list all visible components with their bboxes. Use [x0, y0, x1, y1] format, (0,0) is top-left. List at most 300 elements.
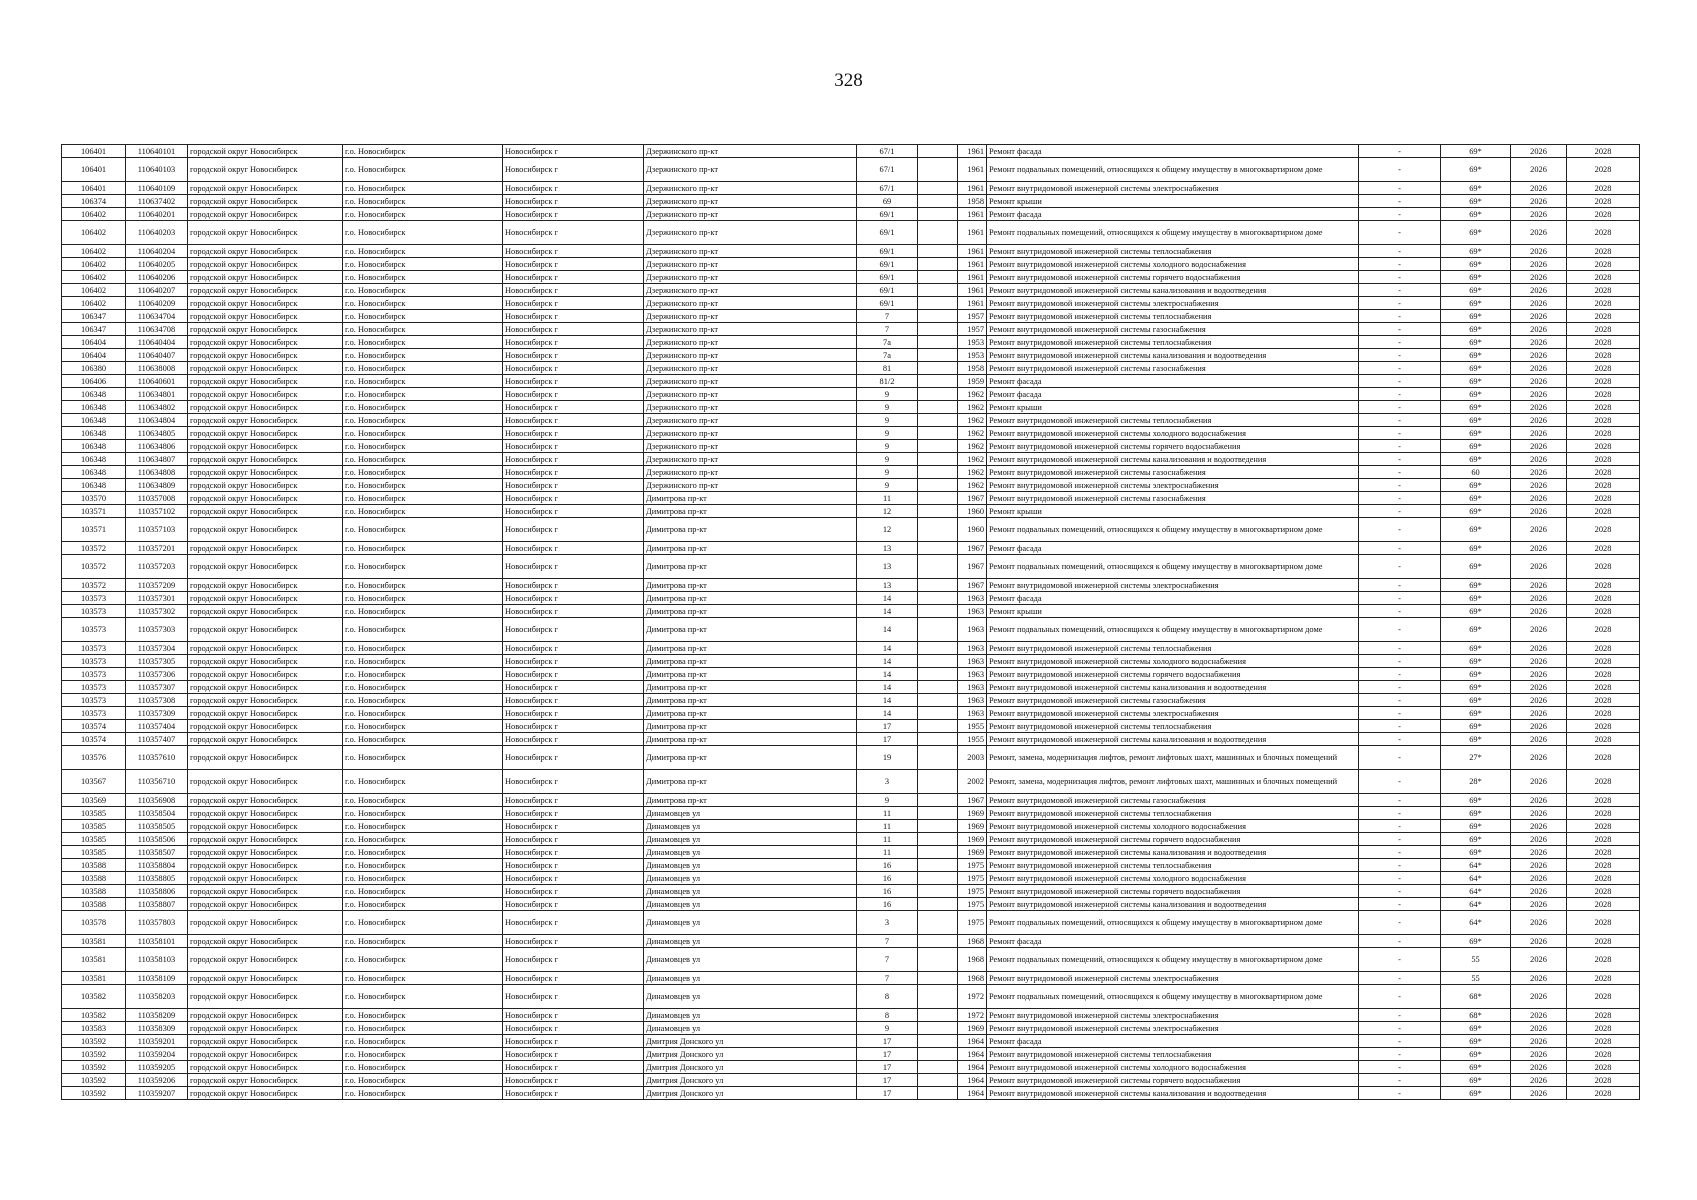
table-row [62, 1022, 1640, 1035]
work-id: 110640209 [126, 297, 188, 310]
building-number-cell: 13 [857, 555, 918, 579]
work-id: 110357404 [126, 720, 188, 733]
building-number-cell: 11 [857, 846, 918, 859]
building-extra-cell [918, 271, 958, 284]
city-cell: Новосибирск г [503, 820, 644, 833]
work-type-cell: Ремонт внутридомовой инженерной системы горячего водоснабжения [987, 271, 1359, 284]
dash-cell: - [1359, 245, 1441, 258]
house-id: 103572 [62, 579, 126, 592]
municipality-cell: городской округ Новосибирск [188, 694, 343, 707]
street-cell: Динамовцев ул [644, 911, 857, 935]
house-id: 106348 [62, 479, 126, 492]
table-row [62, 505, 1640, 518]
district-cell: г.о. Новосибирск [343, 972, 503, 985]
municipality-cell: городской округ Новосибирск [188, 1022, 343, 1035]
district-cell: г.о. Новосибирск [343, 1061, 503, 1074]
building-number-cell: 16 [857, 885, 918, 898]
municipality-cell: городской округ Новосибирск [188, 349, 343, 362]
work-type-cell: Ремонт внутридомовой инженерной системы электроснабжения [987, 1009, 1359, 1022]
dash-cell: - [1359, 1048, 1441, 1061]
city-cell: Новосибирск г [503, 518, 644, 542]
house-id: 103578 [62, 911, 126, 935]
city-cell: Новосибирск г [503, 972, 644, 985]
dash-cell: - [1359, 681, 1441, 694]
city-cell: Новосибирск г [503, 221, 644, 245]
building-number-cell: 69/1 [857, 297, 918, 310]
district-cell: г.о. Новосибирск [343, 911, 503, 935]
end-year-cell: 2028 [1567, 1074, 1640, 1087]
work-type-cell: Ремонт внутридомовой инженерной системы канализования и водоотведения [987, 681, 1359, 694]
table-row [62, 349, 1640, 362]
building-number-cell: 13 [857, 542, 918, 555]
table-row [62, 605, 1640, 618]
start-year-cell: 2026 [1511, 221, 1567, 245]
wear-percent-cell: 69* [1441, 642, 1511, 655]
municipality-cell: городской округ Новосибирск [188, 807, 343, 820]
house-id: 103582 [62, 985, 126, 1009]
work-id: 110640203 [126, 221, 188, 245]
district-cell: г.о. Новосибирск [343, 985, 503, 1009]
wear-percent-cell: 69* [1441, 221, 1511, 245]
dash-cell: - [1359, 694, 1441, 707]
building-number-cell: 8 [857, 1009, 918, 1022]
year-cell: 1962 [958, 414, 987, 427]
year-cell: 1969 [958, 846, 987, 859]
work-id: 110634805 [126, 427, 188, 440]
municipality-cell: городской округ Новосибирск [188, 618, 343, 642]
work-type-cell: Ремонт подвальных помещений, относящихся к общему имуществу в многоквартирном доме [987, 948, 1359, 972]
year-cell: 1962 [958, 440, 987, 453]
wear-percent-cell: 69* [1441, 846, 1511, 859]
end-year-cell: 2028 [1567, 694, 1640, 707]
end-year-cell: 2028 [1567, 655, 1640, 668]
dash-cell: - [1359, 401, 1441, 414]
street-cell: Димитрова пр-кт [644, 579, 857, 592]
district-cell: г.о. Новосибирск [343, 1035, 503, 1048]
year-cell: 1962 [958, 479, 987, 492]
district-cell: г.о. Новосибирск [343, 195, 503, 208]
start-year-cell: 2026 [1511, 542, 1567, 555]
district-cell: г.о. Новосибирск [343, 258, 503, 271]
table-row [62, 1048, 1640, 1061]
end-year-cell: 2028 [1567, 323, 1640, 336]
year-cell: 1963 [958, 707, 987, 720]
work-id: 110638008 [126, 362, 188, 375]
end-year-cell: 2028 [1567, 158, 1640, 182]
wear-percent-cell: 69* [1441, 492, 1511, 505]
work-id: 110358807 [126, 898, 188, 911]
work-id: 110358109 [126, 972, 188, 985]
building-extra-cell [918, 770, 958, 794]
district-cell: г.о. Новосибирск [343, 310, 503, 323]
building-number-cell: 69 [857, 195, 918, 208]
year-cell: 1953 [958, 336, 987, 349]
dash-cell: - [1359, 707, 1441, 720]
municipality-cell: городской округ Новосибирск [188, 833, 343, 846]
start-year-cell: 2026 [1511, 618, 1567, 642]
house-id: 103573 [62, 694, 126, 707]
house-id: 106374 [62, 195, 126, 208]
start-year-cell: 2026 [1511, 694, 1567, 707]
building-number-cell: 12 [857, 505, 918, 518]
city-cell: Новосибирск г [503, 349, 644, 362]
table-row [62, 323, 1640, 336]
building-number-cell: 69/1 [857, 221, 918, 245]
work-type-cell: Ремонт фасада [987, 592, 1359, 605]
table-row [62, 362, 1640, 375]
city-cell: Новосибирск г [503, 158, 644, 182]
municipality-cell: городской округ Новосибирск [188, 492, 343, 505]
building-extra-cell [918, 935, 958, 948]
municipality-cell: городской округ Новосибирск [188, 542, 343, 555]
municipality-cell: городской округ Новосибирск [188, 820, 343, 833]
house-id: 106348 [62, 466, 126, 479]
house-id: 103588 [62, 898, 126, 911]
start-year-cell: 2026 [1511, 323, 1567, 336]
street-cell: Динамовцев ул [644, 820, 857, 833]
work-id: 110357102 [126, 505, 188, 518]
district-cell: г.о. Новосибирск [343, 668, 503, 681]
house-id: 103592 [62, 1087, 126, 1100]
wear-percent-cell: 68* [1441, 1009, 1511, 1022]
house-id: 103567 [62, 770, 126, 794]
end-year-cell: 2028 [1567, 833, 1640, 846]
building-extra-cell [918, 182, 958, 195]
start-year-cell: 2026 [1511, 720, 1567, 733]
work-id: 110358504 [126, 807, 188, 820]
street-cell: Димитрова пр-кт [644, 668, 857, 681]
street-cell: Динамовцев ул [644, 807, 857, 820]
city-cell: Новосибирск г [503, 859, 644, 872]
street-cell: Дзержинского пр-кт [644, 310, 857, 323]
district-cell: г.о. Новосибирск [343, 1048, 503, 1061]
start-year-cell: 2026 [1511, 859, 1567, 872]
start-year-cell: 2026 [1511, 833, 1567, 846]
table-row [62, 284, 1640, 297]
start-year-cell: 2026 [1511, 746, 1567, 770]
building-number-cell: 14 [857, 655, 918, 668]
start-year-cell: 2026 [1511, 245, 1567, 258]
district-cell: г.о. Новосибирск [343, 145, 503, 158]
end-year-cell: 2028 [1567, 492, 1640, 505]
table-row [62, 935, 1640, 948]
street-cell: Дмитрия Донского ул [644, 1061, 857, 1074]
wear-percent-cell: 69* [1441, 820, 1511, 833]
district-cell: г.о. Новосибирск [343, 1074, 503, 1087]
start-year-cell: 2026 [1511, 579, 1567, 592]
city-cell: Новосибирск г [503, 505, 644, 518]
year-cell: 1968 [958, 972, 987, 985]
year-cell: 1969 [958, 820, 987, 833]
wear-percent-cell: 69* [1441, 655, 1511, 668]
city-cell: Новосибирск г [503, 681, 644, 694]
building-extra-cell [918, 1087, 958, 1100]
end-year-cell: 2028 [1567, 618, 1640, 642]
year-cell: 1969 [958, 1022, 987, 1035]
work-type-cell: Ремонт фасада [987, 542, 1359, 555]
building-extra-cell [918, 807, 958, 820]
street-cell: Димитрова пр-кт [644, 794, 857, 807]
building-extra-cell [918, 492, 958, 505]
dash-cell: - [1359, 935, 1441, 948]
street-cell: Дзержинского пр-кт [644, 336, 857, 349]
city-cell: Новосибирск г [503, 618, 644, 642]
house-id: 106348 [62, 388, 126, 401]
dash-cell: - [1359, 195, 1441, 208]
house-id: 106348 [62, 414, 126, 427]
work-id: 110358507 [126, 846, 188, 859]
house-id: 106402 [62, 258, 126, 271]
dash-cell: - [1359, 579, 1441, 592]
dash-cell: - [1359, 555, 1441, 579]
wear-percent-cell: 69* [1441, 1061, 1511, 1074]
work-type-cell: Ремонт внутридомовой инженерной системы теплоснабжения [987, 1048, 1359, 1061]
city-cell: Новосибирск г [503, 985, 644, 1009]
end-year-cell: 2028 [1567, 1061, 1640, 1074]
district-cell: г.о. Новосибирск [343, 707, 503, 720]
dash-cell: - [1359, 505, 1441, 518]
work-type-cell: Ремонт внутридомовой инженерной системы газоснабжения [987, 466, 1359, 479]
building-extra-cell [918, 872, 958, 885]
district-cell: г.о. Новосибирск [343, 807, 503, 820]
house-id: 103573 [62, 681, 126, 694]
wear-percent-cell: 69* [1441, 388, 1511, 401]
end-year-cell: 2028 [1567, 271, 1640, 284]
work-type-cell: Ремонт внутридомовой инженерной системы теплоснабжения [987, 642, 1359, 655]
street-cell: Дмитрия Донского ул [644, 1074, 857, 1087]
city-cell: Новосибирск г [503, 1087, 644, 1100]
year-cell: 1957 [958, 310, 987, 323]
table-row [62, 655, 1640, 668]
end-year-cell: 2028 [1567, 310, 1640, 323]
table-row [62, 872, 1640, 885]
wear-percent-cell: 60 [1441, 466, 1511, 479]
building-number-cell: 81/2 [857, 375, 918, 388]
street-cell: Дзержинского пр-кт [644, 414, 857, 427]
building-number-cell: 12 [857, 518, 918, 542]
dash-cell: - [1359, 518, 1441, 542]
start-year-cell: 2026 [1511, 1061, 1567, 1074]
municipality-cell: городской округ Новосибирск [188, 362, 343, 375]
dash-cell: - [1359, 1022, 1441, 1035]
house-id: 106348 [62, 401, 126, 414]
wear-percent-cell: 69* [1441, 427, 1511, 440]
end-year-cell: 2028 [1567, 605, 1640, 618]
city-cell: Новосибирск г [503, 642, 644, 655]
table-row [62, 1061, 1640, 1074]
district-cell: г.о. Новосибирск [343, 284, 503, 297]
municipality-cell: городской округ Новосибирск [188, 414, 343, 427]
year-cell: 1975 [958, 859, 987, 872]
work-type-cell: Ремонт подвальных помещений, относящихся к общему имуществу в многоквартирном доме [987, 985, 1359, 1009]
work-id: 110356710 [126, 770, 188, 794]
work-id: 110640601 [126, 375, 188, 388]
wear-percent-cell: 69* [1441, 323, 1511, 336]
start-year-cell: 2026 [1511, 158, 1567, 182]
district-cell: г.о. Новосибирск [343, 271, 503, 284]
start-year-cell: 2026 [1511, 440, 1567, 453]
street-cell: Дмитрия Донского ул [644, 1048, 857, 1061]
table-row [62, 1035, 1640, 1048]
building-number-cell: 14 [857, 694, 918, 707]
start-year-cell: 2026 [1511, 948, 1567, 972]
building-extra-cell [918, 618, 958, 642]
work-type-cell: Ремонт внутридомовой инженерной системы канализования и водоотведения [987, 349, 1359, 362]
municipality-cell: городской округ Новосибирск [188, 794, 343, 807]
work-id: 110358506 [126, 833, 188, 846]
street-cell: Дзержинского пр-кт [644, 453, 857, 466]
wear-percent-cell: 64* [1441, 911, 1511, 935]
end-year-cell: 2028 [1567, 258, 1640, 271]
district-cell: г.о. Новосибирск [343, 872, 503, 885]
work-type-cell: Ремонт подвальных помещений, относящихся к общему имуществу в многоквартирном доме [987, 518, 1359, 542]
district-cell: г.о. Новосибирск [343, 592, 503, 605]
work-id: 110634809 [126, 479, 188, 492]
table-row [62, 158, 1640, 182]
year-cell: 1963 [958, 642, 987, 655]
street-cell: Димитрова пр-кт [644, 746, 857, 770]
table-row [62, 885, 1640, 898]
year-cell: 2002 [958, 770, 987, 794]
end-year-cell: 2028 [1567, 1087, 1640, 1100]
municipality-cell: городской округ Новосибирск [188, 271, 343, 284]
building-extra-cell [918, 323, 958, 336]
house-id: 103576 [62, 746, 126, 770]
street-cell: Димитрова пр-кт [644, 618, 857, 642]
work-type-cell: Ремонт внутридомовой инженерной системы холодного водоснабжения [987, 820, 1359, 833]
house-id: 103592 [62, 1035, 126, 1048]
wear-percent-cell: 69* [1441, 592, 1511, 605]
start-year-cell: 2026 [1511, 872, 1567, 885]
wear-percent-cell: 69* [1441, 362, 1511, 375]
municipality-cell: городской округ Новосибирск [188, 388, 343, 401]
dash-cell: - [1359, 872, 1441, 885]
municipality-cell: городской округ Новосибирск [188, 605, 343, 618]
work-type-cell: Ремонт внутридомовой инженерной системы электроснабжения [987, 707, 1359, 720]
wear-percent-cell: 69* [1441, 668, 1511, 681]
wear-percent-cell: 69* [1441, 297, 1511, 310]
wear-percent-cell: 69* [1441, 375, 1511, 388]
street-cell: Димитрова пр-кт [644, 505, 857, 518]
house-id: 103573 [62, 618, 126, 642]
building-extra-cell [918, 401, 958, 414]
building-number-cell: 9 [857, 427, 918, 440]
city-cell: Новосибирск г [503, 694, 644, 707]
building-extra-cell [918, 362, 958, 375]
table-row [62, 794, 1640, 807]
work-id: 110634802 [126, 401, 188, 414]
building-extra-cell [918, 336, 958, 349]
end-year-cell: 2028 [1567, 195, 1640, 208]
building-extra-cell [918, 668, 958, 681]
end-year-cell: 2028 [1567, 720, 1640, 733]
start-year-cell: 2026 [1511, 555, 1567, 579]
building-number-cell: 14 [857, 618, 918, 642]
district-cell: г.о. Новосибирск [343, 158, 503, 182]
city-cell: Новосибирск г [503, 746, 644, 770]
year-cell: 1975 [958, 911, 987, 935]
year-cell: 1957 [958, 323, 987, 336]
table-row [62, 388, 1640, 401]
city-cell: Новосибирск г [503, 182, 644, 195]
start-year-cell: 2026 [1511, 284, 1567, 297]
work-type-cell: Ремонт внутридомовой инженерной системы теплоснабжения [987, 310, 1359, 323]
district-cell: г.о. Новосибирск [343, 221, 503, 245]
house-id: 103573 [62, 707, 126, 720]
start-year-cell: 2026 [1511, 972, 1567, 985]
work-type-cell: Ремонт фасада [987, 208, 1359, 221]
street-cell: Дзержинского пр-кт [644, 245, 857, 258]
building-number-cell: 9 [857, 453, 918, 466]
building-number-cell: 16 [857, 898, 918, 911]
dash-cell: - [1359, 323, 1441, 336]
building-number-cell: 9 [857, 466, 918, 479]
work-id: 110640206 [126, 271, 188, 284]
year-cell: 1968 [958, 935, 987, 948]
municipality-cell: городской округ Новосибирск [188, 1048, 343, 1061]
street-cell: Димитрова пр-кт [644, 681, 857, 694]
work-id: 110358103 [126, 948, 188, 972]
work-id: 110358805 [126, 872, 188, 885]
house-id: 106347 [62, 323, 126, 336]
house-id: 106402 [62, 208, 126, 221]
start-year-cell: 2026 [1511, 375, 1567, 388]
district-cell: г.о. Новосибирск [343, 336, 503, 349]
work-id: 110358203 [126, 985, 188, 1009]
city-cell: Новосибирск г [503, 1061, 644, 1074]
year-cell: 1961 [958, 182, 987, 195]
work-type-cell: Ремонт подвальных помещений, относящихся к общему имуществу в многоквартирном доме [987, 221, 1359, 245]
district-cell: г.о. Новосибирск [343, 618, 503, 642]
start-year-cell: 2026 [1511, 271, 1567, 284]
building-number-cell: 3 [857, 911, 918, 935]
city-cell: Новосибирск г [503, 258, 644, 271]
house-id: 103572 [62, 555, 126, 579]
dash-cell: - [1359, 833, 1441, 846]
building-extra-cell [918, 694, 958, 707]
house-id: 103585 [62, 807, 126, 820]
table-row [62, 820, 1640, 833]
house-id: 103581 [62, 972, 126, 985]
building-extra-cell [918, 707, 958, 720]
city-cell: Новосибирск г [503, 911, 644, 935]
work-id: 110640204 [126, 245, 188, 258]
street-cell: Динамовцев ул [644, 846, 857, 859]
district-cell: г.о. Новосибирск [343, 948, 503, 972]
municipality-cell: городской округ Новосибирск [188, 145, 343, 158]
work-id: 110640407 [126, 349, 188, 362]
district-cell: г.о. Новосибирск [343, 401, 503, 414]
house-id: 103573 [62, 668, 126, 681]
district-cell: г.о. Новосибирск [343, 479, 503, 492]
year-cell: 1962 [958, 401, 987, 414]
street-cell: Дзержинского пр-кт [644, 323, 857, 336]
house-id: 103574 [62, 720, 126, 733]
wear-percent-cell: 69* [1441, 1087, 1511, 1100]
year-cell: 1962 [958, 453, 987, 466]
street-cell: Димитрова пр-кт [644, 518, 857, 542]
building-extra-cell [918, 642, 958, 655]
district-cell: г.о. Новосибирск [343, 579, 503, 592]
year-cell: 1972 [958, 1009, 987, 1022]
work-id: 110358505 [126, 820, 188, 833]
work-id: 110357407 [126, 733, 188, 746]
end-year-cell: 2028 [1567, 349, 1640, 362]
work-type-cell: Ремонт внутридомовой инженерной системы канализования и водоотведения [987, 284, 1359, 297]
building-extra-cell [918, 427, 958, 440]
dash-cell: - [1359, 605, 1441, 618]
start-year-cell: 2026 [1511, 208, 1567, 221]
